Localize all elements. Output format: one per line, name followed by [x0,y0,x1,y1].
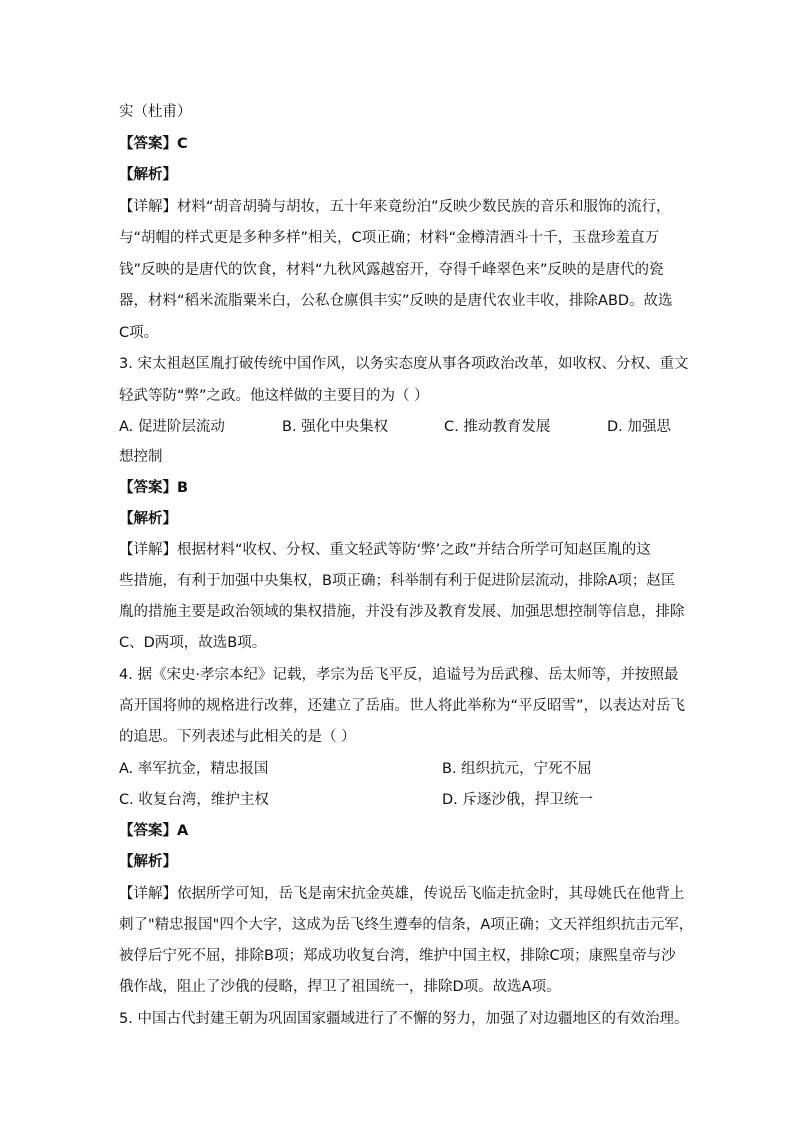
q3-detail-line: 【详解】根据材料“收权、分权、重文轻武等防‘弊’之政”并结合所学可知赵匡胤的这 [119,542,651,558]
q3-analysis-label: 【解析】 [119,511,177,527]
q3-stem-line: 轻武等防“弊”之政。他这样做的主要目的为（ ） [119,388,429,404]
q4-detail-line: 被俘后宁死不屈，排除B项；郑成功收复台湾，维护中国主权，排除C项；康熙皇帝与沙 [119,948,676,964]
q4-stem-line: 的追思。下列表述与此相关的是（ ） [119,729,356,745]
q3-detail-line: 胤的措施主要是政治领域的集权措施，并没有涉及教育发展、加强思想控制等信息，排除 [119,604,685,620]
q3-option-a: A. 促进阶层流动 [119,419,225,435]
q3-option-c: C. 推动教育发展 [444,419,551,435]
q3-stem-line: 3. 宋太祖赵匡胤打破传统中国作风，以务实态度从事各项政治改革，如收权、分权、重文 [119,356,689,372]
q4-detail-line: 【详解】依据所学可知，岳飞是南宋抗金英雄，传说岳飞临走抗金时，其母姚氏在他背上 [119,886,685,902]
q5-stem-line: 5. 中国古代封建王朝为巩固国家疆域进行了不懈的努力，加强了对边疆地区的有效治理。 [119,1011,689,1027]
q3-detail-line: 些措施，有利于加强中央集权，B项正确；科举制有利于促进阶层流动，排除A项；赵匡 [119,573,676,589]
q4-option-a: A. 率军抗金，精忠报国 [119,761,269,777]
q4-option-b: B. 组织抗元，宁死不屈 [442,761,592,777]
q3-detail-line: C、D两项，故选B项。 [119,635,267,651]
q4-stem-line: 4. 据《宋史·孝宗本纪》记载，孝宗为岳飞平反，追谥号为岳武穆、岳太师等，并按照最 [119,667,679,683]
q4-option-c: C. 收复台湾，维护主权 [119,792,269,808]
q2-detail-line: 【详解】材料“胡音胡骑与胡妆，五十年来竟纷泊”反映少数民族的音乐和服饰的流行， [119,199,671,215]
q4-detail-line: 俄作战，阻止了沙俄的侵略，捍卫了祖国统一，排除D项。故选A项。 [119,979,561,995]
q4-option-d: D. 斥逐沙俄，捍卫统一 [442,792,593,808]
q2-analysis-label: 【解析】 [119,167,177,183]
q4-analysis-label: 【解析】 [119,854,177,870]
q4-answer: 【答案】A [119,823,189,839]
q2-continuation: 实（杜甫） [119,104,192,120]
q2-detail-line: C项。 [119,325,159,341]
q4-detail-line: 刺了"精忠报国"四个大字，这成为岳飞终生遵奉的信条，A项正确；文天祥组织抗击元军， [119,917,694,933]
q2-answer: 【答案】C [119,136,188,152]
q3-option-d: D. 加强思 [607,419,671,435]
q4-stem-line: 高开国将帅的规格进行改葬，还建立了岳庙。世人将此举称为“平反昭雪”，以表达对岳飞 [119,698,686,714]
q3-option-b: B. 强化中央集权 [282,419,389,435]
q3-option-d-continuation: 想控制 [119,449,163,465]
q2-detail-line: 与“胡帽的样式更是多种多样”相关，C项正确；材料“金樽清酒斗十千，玉盘珍羞直万 [119,230,660,246]
q3-answer: 【答案】B [119,480,189,496]
q2-detail-line: 器，材料“稻米流脂粟米白，公私仓廪俱丰实”反映的是唐代农业丰收，排除ABD。故选 [119,293,673,309]
q2-detail-line: 钱”反映的是唐代的饮食，材料“九秋风露越窑开，夺得千峰翠色来”反映的是唐代的瓷 [119,262,664,278]
